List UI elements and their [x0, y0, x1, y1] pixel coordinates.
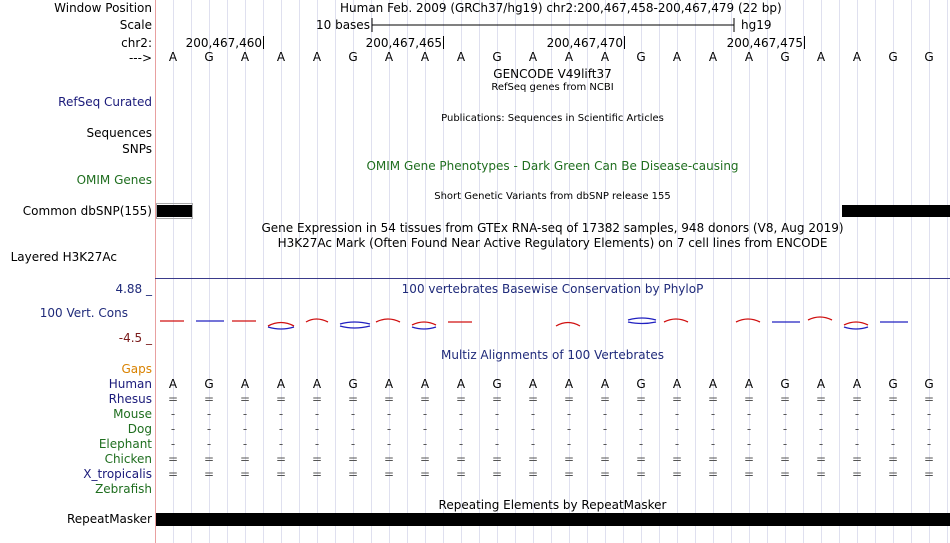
alignment-base: -	[854, 437, 860, 451]
alignment-base: G	[636, 377, 646, 391]
alignment-base: =	[275, 452, 287, 466]
assembly-label: hg19	[741, 18, 772, 32]
alignment-base: G	[888, 377, 898, 391]
alignment-base: A	[240, 377, 250, 391]
alignment-base: -	[818, 407, 824, 421]
sequence-base: A	[456, 50, 466, 64]
alignment-base: -	[566, 422, 572, 436]
alignment-base: =	[599, 392, 611, 406]
alignment-base: =	[815, 452, 827, 466]
alignment-base: =	[635, 452, 647, 466]
alignment-base: -	[314, 422, 320, 436]
alignment-base: =	[851, 467, 863, 481]
alignment-base: =	[383, 452, 395, 466]
species-label-dog[interactable]: Dog	[127, 422, 152, 436]
alignment-base: -	[530, 437, 536, 451]
alignment-base: =	[167, 467, 179, 481]
sequence-base: G	[492, 50, 502, 64]
cons-min-label: -4.5 _	[118, 331, 152, 345]
repeat-track-label[interactable]: RepeatMasker	[66, 512, 152, 526]
dbsnp-track-label[interactable]: Common dbSNP(155)	[22, 204, 152, 218]
h3k27-track-title[interactable]: H3K27Ac Mark (Often Found Near Active Regulatory Elements) on 7 cell lines from ENCODE	[277, 236, 828, 250]
alignment-base: =	[419, 452, 431, 466]
alignment-base: =	[275, 467, 287, 481]
refseq-track-title[interactable]: RefSeq genes from NCBI	[491, 82, 614, 93]
sequence-base: A	[420, 50, 430, 64]
species-label-elephant[interactable]: Elephant	[98, 437, 152, 451]
alignment-base: =	[923, 467, 935, 481]
alignment-base: =	[347, 452, 359, 466]
alignment-base: =	[779, 467, 791, 481]
alignment-base: =	[527, 452, 539, 466]
alignment-base: =	[851, 452, 863, 466]
alignment-base: -	[782, 407, 788, 421]
alignment-base: A	[852, 377, 862, 391]
alignment-base: =	[635, 467, 647, 481]
alignment-base: =	[851, 392, 863, 406]
alignment-base: =	[455, 392, 467, 406]
alignment-base: -	[422, 407, 428, 421]
alignment-base: -	[782, 437, 788, 451]
alignment-base: -	[170, 437, 176, 451]
alignment-base: =	[311, 392, 323, 406]
ruler-tick-label: 200,467,465	[365, 36, 442, 50]
alignment-base: -	[458, 437, 464, 451]
alignment-base: -	[278, 422, 284, 436]
alignment-base: A	[312, 377, 322, 391]
alignment-base: =	[347, 392, 359, 406]
alignment-base: -	[890, 407, 896, 421]
window-title[interactable]: Human Feb. 2009 (GRCh37/hg19) chr2:200,467,458-200,467,479 (22 bp)	[340, 1, 782, 15]
alignment-base: -	[350, 407, 356, 421]
alignment-base: =	[923, 452, 935, 466]
alignment-base: -	[206, 407, 212, 421]
alignment-base: =	[167, 392, 179, 406]
alignment-base: =	[671, 392, 683, 406]
sequence-base: G	[348, 50, 358, 64]
alignment-base: =	[275, 392, 287, 406]
alignment-base: =	[779, 392, 791, 406]
alignment-base: =	[167, 452, 179, 466]
alignment-base: A	[276, 377, 286, 391]
alignment-base: =	[743, 452, 755, 466]
alignment-base: -	[458, 407, 464, 421]
alignment-base: =	[203, 467, 215, 481]
repeatmasker-feature[interactable]	[156, 513, 950, 526]
gtex-track-title[interactable]: Gene Expression in 54 tissues from GTEx RNA-seq of 17382 samples, 948 donors (V8, Aug 2019)	[261, 221, 844, 235]
sequence-base: A	[276, 50, 286, 64]
alignment-base: =	[527, 392, 539, 406]
sequence-base: A	[852, 50, 862, 64]
omim-track-title[interactable]: OMIM Gene Phenotypes - Dark Green Can Be Disease-causing	[366, 159, 739, 173]
sequence-base: A	[600, 50, 610, 64]
alignment-base: -	[566, 407, 572, 421]
alignment-base: =	[599, 467, 611, 481]
alignment-base: =	[311, 452, 323, 466]
alignment-base: -	[890, 437, 896, 451]
alignment-base: G	[780, 377, 790, 391]
alignment-base: A	[420, 377, 430, 391]
alignment-base: -	[602, 407, 608, 421]
alignment-base: -	[278, 437, 284, 451]
alignment-base: =	[419, 467, 431, 481]
alignment-base: -	[818, 422, 824, 436]
alignment-base: -	[854, 407, 860, 421]
alignment-base: -	[710, 407, 716, 421]
sequence-base: A	[744, 50, 754, 64]
alignment-base: -	[674, 422, 680, 436]
cons-max-label: 4.88 _	[115, 282, 152, 296]
alignment-base: -	[314, 407, 320, 421]
alignment-base: =	[671, 467, 683, 481]
alignment-base: -	[458, 422, 464, 436]
sequence-base: A	[672, 50, 682, 64]
scale-label: Scale	[119, 18, 152, 32]
alignment-base: -	[746, 407, 752, 421]
alignment-base: -	[422, 422, 428, 436]
publications-track-title[interactable]: Publications: Sequences in Scientific Articles	[441, 113, 664, 124]
alignment-base: G	[204, 377, 214, 391]
sequence-base: G	[636, 50, 646, 64]
alignment-base: =	[203, 452, 215, 466]
alignment-base: -	[854, 422, 860, 436]
sequence-base: A	[384, 50, 394, 64]
alignment-base: -	[206, 437, 212, 451]
alignment-base: -	[566, 437, 572, 451]
alignment-base: -	[242, 407, 248, 421]
sequence-base: A	[816, 50, 826, 64]
species-label-rhesus[interactable]: Rhesus	[108, 392, 152, 406]
sequence-base: A	[168, 50, 178, 64]
alignment-base: -	[206, 422, 212, 436]
alignment-base: -	[170, 407, 176, 421]
species-label-human[interactable]: Human	[108, 377, 152, 391]
alignment-base: -	[602, 437, 608, 451]
alignment-base: =	[383, 392, 395, 406]
alignment-base: =	[383, 467, 395, 481]
alignment-base: =	[707, 392, 719, 406]
window-position-label: Window Position	[54, 1, 152, 15]
alignment-base: =	[815, 467, 827, 481]
species-label-x_tropicalis[interactable]: X_tropicalis	[83, 467, 152, 481]
alignment-base: A	[564, 377, 574, 391]
alignment-base: -	[710, 437, 716, 451]
alignment-base: -	[674, 437, 680, 451]
alignment-base: -	[242, 437, 248, 451]
alignment-base: =	[563, 467, 575, 481]
alignment-base: G	[348, 377, 358, 391]
alignment-base: =	[311, 467, 323, 481]
gaps-track-label[interactable]: Gaps	[121, 362, 152, 376]
alignment-base: A	[672, 377, 682, 391]
alignment-base: =	[743, 392, 755, 406]
alignment-base: =	[239, 452, 251, 466]
alignment-base: =	[491, 392, 503, 406]
alignment-base: =	[239, 467, 251, 481]
alignment-base: -	[602, 422, 608, 436]
alignment-base: =	[923, 392, 935, 406]
alignment-base: -	[926, 437, 932, 451]
alignment-base: =	[815, 392, 827, 406]
gencode-track-title[interactable]: GENCODE V49lift37	[493, 67, 612, 81]
alignment-base: -	[242, 422, 248, 436]
alignment-base: =	[707, 467, 719, 481]
alignment-base: =	[239, 392, 251, 406]
alignment-base: -	[890, 422, 896, 436]
alignment-base: A	[168, 377, 178, 391]
sequence-base: A	[564, 50, 574, 64]
alignment-base: -	[638, 437, 644, 451]
multiz-track-title[interactable]: Multiz Alignments of 100 Vertebrates	[440, 348, 665, 362]
alignment-base: A	[816, 377, 826, 391]
alignment-base: A	[528, 377, 538, 391]
sequence-base: A	[708, 50, 718, 64]
alignment-base: -	[386, 437, 392, 451]
ruler-tick-label: 200,467,470	[546, 36, 623, 50]
alignment-base: =	[491, 452, 503, 466]
alignment-base: -	[170, 422, 176, 436]
alignment-base: =	[455, 467, 467, 481]
sequence-base: A	[528, 50, 538, 64]
alignment-base: =	[779, 452, 791, 466]
alignment-base: A	[600, 377, 610, 391]
alignment-base: -	[350, 422, 356, 436]
alignment-base: =	[635, 392, 647, 406]
alignment-base: A	[384, 377, 394, 391]
chrom-label: chr2:	[121, 36, 152, 50]
omim-track-label[interactable]: OMIM Genes	[76, 173, 152, 187]
alignment-base: -	[494, 407, 500, 421]
alignment-base: =	[455, 452, 467, 466]
alignment-base: =	[707, 452, 719, 466]
alignment-base: =	[203, 392, 215, 406]
alignment-base: -	[638, 407, 644, 421]
alignment-base: -	[530, 422, 536, 436]
alignment-base: -	[278, 407, 284, 421]
snps-track-label[interactable]: SNPs	[122, 142, 152, 156]
sequence-base: G	[204, 50, 214, 64]
alignment-base: -	[386, 407, 392, 421]
alignment-base: -	[422, 437, 428, 451]
alignment-base: -	[638, 422, 644, 436]
alignment-base: -	[818, 437, 824, 451]
alignment-base: =	[887, 392, 899, 406]
sequence-base: G	[888, 50, 898, 64]
ruler-tick-label: 200,467,475	[726, 36, 803, 50]
alignment-base: -	[710, 422, 716, 436]
alignment-base: -	[926, 407, 932, 421]
h3k27-track-label[interactable]: Layered H3K27Ac	[10, 250, 117, 264]
dbsnp-track-title[interactable]: Short Genetic Variants from dbSNP release 155	[434, 191, 671, 202]
alignment-base: =	[347, 467, 359, 481]
alignment-base: A	[708, 377, 718, 391]
alignment-base: -	[350, 437, 356, 451]
alignment-base: G	[924, 377, 934, 391]
alignment-base: =	[491, 467, 503, 481]
alignment-base: A	[744, 377, 754, 391]
refseq-track-label[interactable]: RefSeq Curated	[58, 95, 152, 109]
sequence-base: A	[312, 50, 322, 64]
sequence-base: A	[240, 50, 250, 64]
alignment-base: =	[887, 452, 899, 466]
alignment-base: -	[782, 422, 788, 436]
species-label-mouse[interactable]: Mouse	[113, 407, 152, 421]
species-label-zebrafish[interactable]: Zebrafish	[95, 482, 152, 496]
sequence-base: G	[780, 50, 790, 64]
alignment-base: A	[456, 377, 466, 391]
alignment-base: =	[419, 392, 431, 406]
strand-label: --->	[128, 51, 152, 65]
alignment-base: =	[671, 452, 683, 466]
alignment-base: -	[386, 422, 392, 436]
alignment-base: =	[563, 452, 575, 466]
repeat-track-title[interactable]: Repeating Elements by RepeatMasker	[438, 498, 667, 512]
alignment-base: =	[599, 452, 611, 466]
cons-track-label[interactable]: 100 Vert. Cons	[39, 306, 128, 320]
sequence-base: G	[924, 50, 934, 64]
alignment-base: -	[926, 422, 932, 436]
alignment-base: =	[887, 467, 899, 481]
alignment-base: -	[494, 422, 500, 436]
scale-text: 10 bases	[316, 18, 370, 32]
alignment-base: =	[563, 392, 575, 406]
alignment-base: -	[530, 407, 536, 421]
phylop-track-title[interactable]: 100 vertebrates Basewise Conservation by PhyloP	[401, 282, 704, 296]
ruler-tick-label: 200,467,460	[185, 36, 262, 50]
alignment-base: =	[527, 467, 539, 481]
alignment-base: -	[674, 407, 680, 421]
species-label-chicken[interactable]: Chicken	[104, 452, 152, 466]
alignment-base: -	[314, 437, 320, 451]
alignment-base: =	[743, 467, 755, 481]
alignment-base: -	[746, 437, 752, 451]
alignment-base: G	[492, 377, 502, 391]
alignment-base: -	[494, 437, 500, 451]
sequences-track-label[interactable]: Sequences	[86, 126, 152, 140]
alignment-base: -	[746, 422, 752, 436]
